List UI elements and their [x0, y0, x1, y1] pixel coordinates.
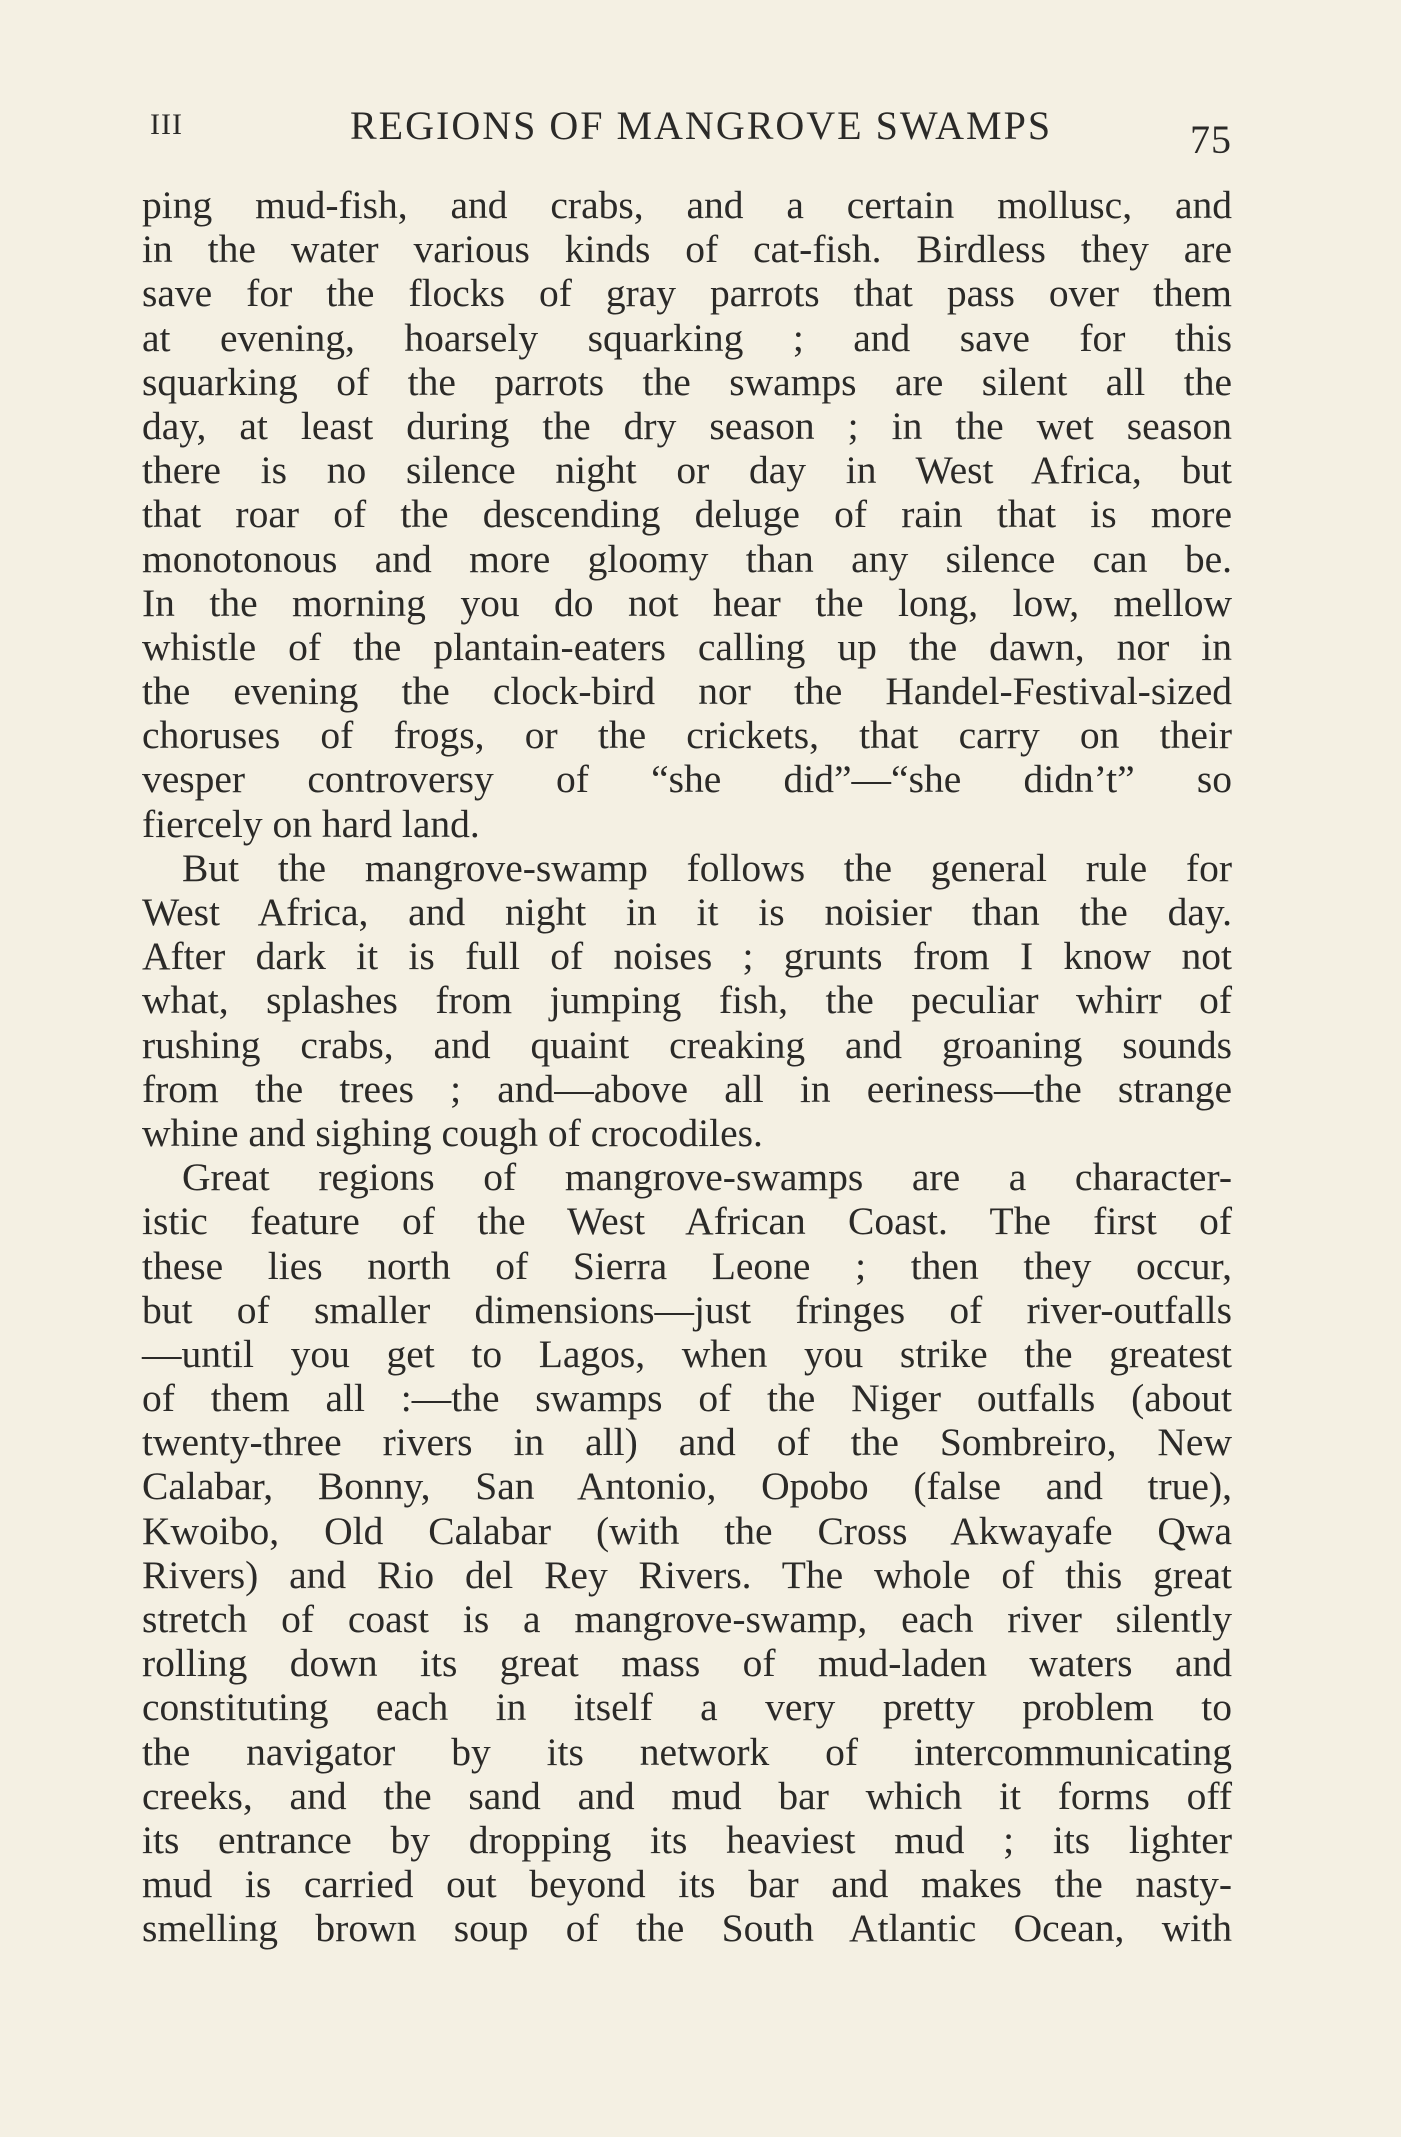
text-line: stretch of coast is a mangrove-swamp, each river silently [142, 1597, 1232, 1641]
text-line: After dark it is full of noises ; grunts from I know not [142, 934, 1232, 979]
text-line: monotonous and more gloomy than any silence can be. [142, 536, 1232, 581]
text-line: istic feature of the West African Coast. The first of [142, 1199, 1232, 1244]
text-line: of them all :—the swamps of the Niger outfalls (about [142, 1376, 1232, 1421]
text-line: vesper controversy of “she did”—“she didn’t” so [142, 757, 1232, 802]
text-line: creeks, and the sand and mud bar which it forms off [142, 1773, 1232, 1818]
text-line: mud is carried out beyond its bar and makes the nasty- [142, 1862, 1232, 1907]
chapter-number: III [150, 108, 183, 141]
text-line: fiercely on hard land. [142, 801, 480, 846]
text-line: ping mud-fish, and crabs, and a certain mollusc, and [142, 183, 1232, 227]
text-line: what, splashes from jumping fish, the peculiar whirr of [142, 978, 1232, 1023]
text-line: squarking of the parrots the swamps are silent all the [142, 359, 1232, 404]
text-line: Kwoibo, Old Calabar (with the Cross Akwayafe Qwa [142, 1508, 1232, 1553]
running-header [142, 102, 1232, 162]
text-line: smelling brown soup of the South Atlantic Ocean, with [142, 1906, 1232, 1951]
text-line: rolling down its great mass of mud-laden waters and [142, 1641, 1232, 1686]
text-line: twenty-three rivers in all) and of the Sombreiro, New [142, 1420, 1232, 1465]
text-line: the navigator by its network of intercommunicating [142, 1729, 1232, 1774]
text-line: Great regions of mangrove-swamps are a character- [182, 1155, 1232, 1200]
text-line: its entrance by dropping its heaviest mud ; its lighter [142, 1817, 1232, 1862]
text-line: at evening, hoarsely squarking ; and save for this [142, 315, 1232, 360]
text-line: choruses of frogs, or the crickets, that carry on their [142, 713, 1232, 758]
text-line: that roar of the descending deluge of rain that is more [142, 492, 1232, 537]
text-line: Calabar, Bonny, San Antonio, Opobo (false and true), [142, 1464, 1232, 1509]
text-line: these lies north of Sierra Leone ; then they occur, [142, 1243, 1232, 1288]
text-line: —until you get to Lagos, when you strike the greatest [142, 1331, 1232, 1376]
text-line: in the water various kinds of cat-fish. Birdless they are [142, 227, 1232, 272]
text-line: from the trees ; and—above all in eeriness—the strange [142, 1066, 1232, 1111]
text-line: the evening the clock-bird nor the Handel-Festival-sized [142, 669, 1232, 714]
text-line: West Africa, and night in it is noisier than the day. [142, 890, 1232, 934]
text-line: there is no silence night or day in West Africa, but [142, 448, 1232, 493]
text-line: rushing crabs, and quaint creaking and groaning sounds [142, 1022, 1232, 1067]
text-line: whistle of the plantain-eaters calling up the dawn, nor in [142, 624, 1232, 669]
text-line: Rivers) and Rio del Rey Rivers. The whole of this great [142, 1552, 1232, 1597]
text-line: But the mangrove-swamp follows the general rule for [182, 845, 1232, 890]
text-line: but of smaller dimensions—just fringes of river-outfalls [142, 1287, 1232, 1332]
page-number: 75 [1190, 117, 1232, 162]
text-line: In the morning you do not hear the long, low, mellow [142, 580, 1232, 625]
text-line: constituting each in itself a very pretty problem to [142, 1685, 1232, 1730]
body-text [142, 183, 1232, 1951]
text-line: whine and sighing cough of crocodiles. [142, 1110, 763, 1155]
running-title: REGIONS OF MANGROVE SWAMPS [350, 103, 1053, 148]
text-line: save for the flocks of gray parrots that pass over them [142, 271, 1232, 316]
text-line: day, at least during the dry season ; in the wet season [142, 403, 1232, 448]
